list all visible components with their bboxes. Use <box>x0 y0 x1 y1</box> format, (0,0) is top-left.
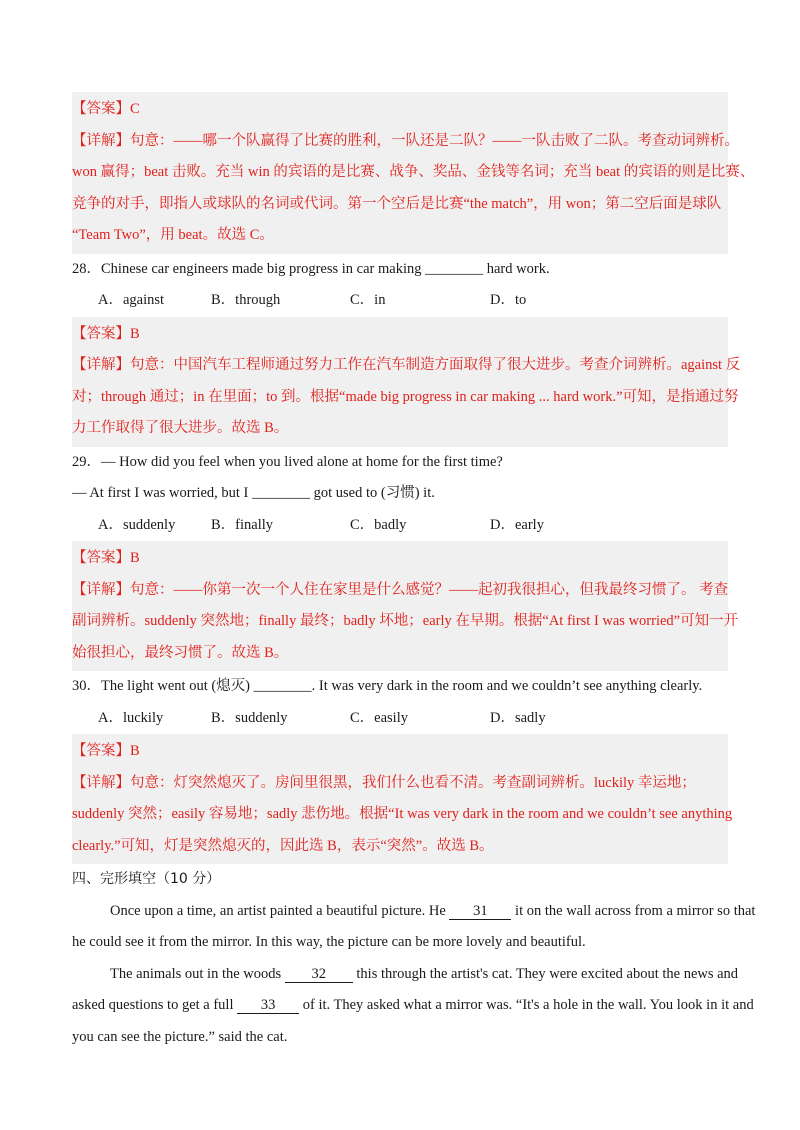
section-title: 四、完形填空（10 分） <box>72 871 221 887</box>
option-b: B．suddenly <box>211 709 288 726</box>
detail-30-line-2: suddenly 突然；easily 容易地；sadly 悲伤地。根据“It was very dark in the room and we couldn’t see anything <box>72 806 733 822</box>
detail-27-line-1: 【详解】句意：——哪一个队赢得了比赛的胜利，一队还是二队？——一队击败了二队。考查动词辨析。 <box>72 132 739 149</box>
option-c: C．easily <box>350 709 408 726</box>
cloze-paragraph-2-line-3: you can see the picture.” said the cat. <box>72 1028 288 1045</box>
question-30-options <box>72 703 728 735</box>
question-30-stem: 30．The light went out (熄灭) ________. It was very dark in the room and we couldn’t see anything clearly. <box>72 678 703 694</box>
blank-32: 32 <box>285 966 353 983</box>
option-b: B．finally <box>211 516 274 533</box>
option-c: C．in <box>350 292 386 308</box>
detail-27-line-2: won 赢得；beat 击败。充当 win 的宾语的是比赛、战争、奖品、金钱等名词；充当 beat 的宾语的则是比赛、 <box>72 164 755 180</box>
option-c: C．badly <box>350 516 407 533</box>
option-a: A．luckily <box>98 709 164 726</box>
cloze-paragraph-2-line-1: The animals out in the woods 32 this through the artist's cat. They were excited about the news and <box>110 965 739 982</box>
cloze-paragraph-1-line-2: he could see it from the mirror. In this way, the picture can be more lovely and beautiful. <box>72 934 586 950</box>
answer-box-30 <box>72 734 733 864</box>
answer-28: 【答案】B <box>72 325 140 342</box>
answer-27: 【答案】C <box>72 101 140 117</box>
detail-27-line-3: 竞争的对手，即指人或球队的名词或代词。第一个空后是比赛“the match”，用 won；第二空后面是球队 <box>72 195 722 212</box>
document-page <box>72 92 756 1053</box>
detail-28-line-1: 【详解】句意：中国汽车工程师通过努力工作在汽车制造方面取得了很大进步。考查介词辨析。against 反 <box>72 357 741 373</box>
detail-29-line-3: 始很担心，最终习惯了。故选 B。 <box>72 644 289 661</box>
question-29-options <box>72 510 728 542</box>
blank-31: 31 <box>449 903 511 920</box>
detail-30-line-1: 【详解】句意：灯突然熄灭了。房间里很黑，我们什么也看不清。考查副词辨析。luckily 幸运地； <box>72 774 696 791</box>
answer-30: 【答案】B <box>72 743 140 759</box>
cloze-paragraph-1-line-1: Once upon a time, an artist painted a beautiful picture. He 31 it on the wall across from a mirror so that <box>110 902 756 919</box>
option-d: D．early <box>490 516 544 533</box>
cloze-paragraph-2-line-2: asked questions to get a full 33 of it. They asked what a mirror was. “It's a hole in the wall. You look in it and <box>72 997 754 1013</box>
question-29-stem-2: — At first I was worried, but I ________ got used to (习惯) it. <box>72 485 435 501</box>
answer-box-29 <box>72 541 739 671</box>
detail-28-line-3: 力工作取得了很大进步。故选 B。 <box>72 420 289 436</box>
option-a: A．suddenly <box>98 516 176 533</box>
answer-box-27 <box>72 92 755 254</box>
answer-29: 【答案】B <box>72 550 140 566</box>
detail-29-line-2: 副词辨析。suddenly 突然地；finally 最终；badly 坏地；early 在早期。根据“At first I was worried”可知一开 <box>72 613 739 629</box>
detail-27-line-4: “Team Two”，用 beat。故选 C。 <box>72 227 274 243</box>
blank-33: 33 <box>237 997 299 1014</box>
question-29-stem-1: 29．— How did you feel when you lived alone at home for the first time? <box>72 453 503 470</box>
option-d: D．sadly <box>490 709 546 726</box>
answer-box-28 <box>72 317 741 447</box>
detail-30-line-3: clearly.”可知，灯是突然熄灭的，因此选 B，表示“突然”。故选 B。 <box>72 837 494 854</box>
detail-29-line-1: 【详解】句意：——你第一次一个人住在家里是什么感觉？——起初我很担心，但我最终习惯了。 考查 <box>72 581 729 598</box>
option-a: A．against <box>98 292 165 308</box>
option-b: B．through <box>211 292 281 308</box>
detail-28-line-2: 对；through 通过；in 在里面；to 到。根据“made big progress in car making ... hard work.”可知，是指通过努 <box>72 388 739 405</box>
question-28-stem: 28．Chinese car engineers made big progress in car making ________ hard work. <box>72 260 550 277</box>
question-28-options <box>72 285 728 317</box>
option-d: D．to <box>490 292 527 308</box>
